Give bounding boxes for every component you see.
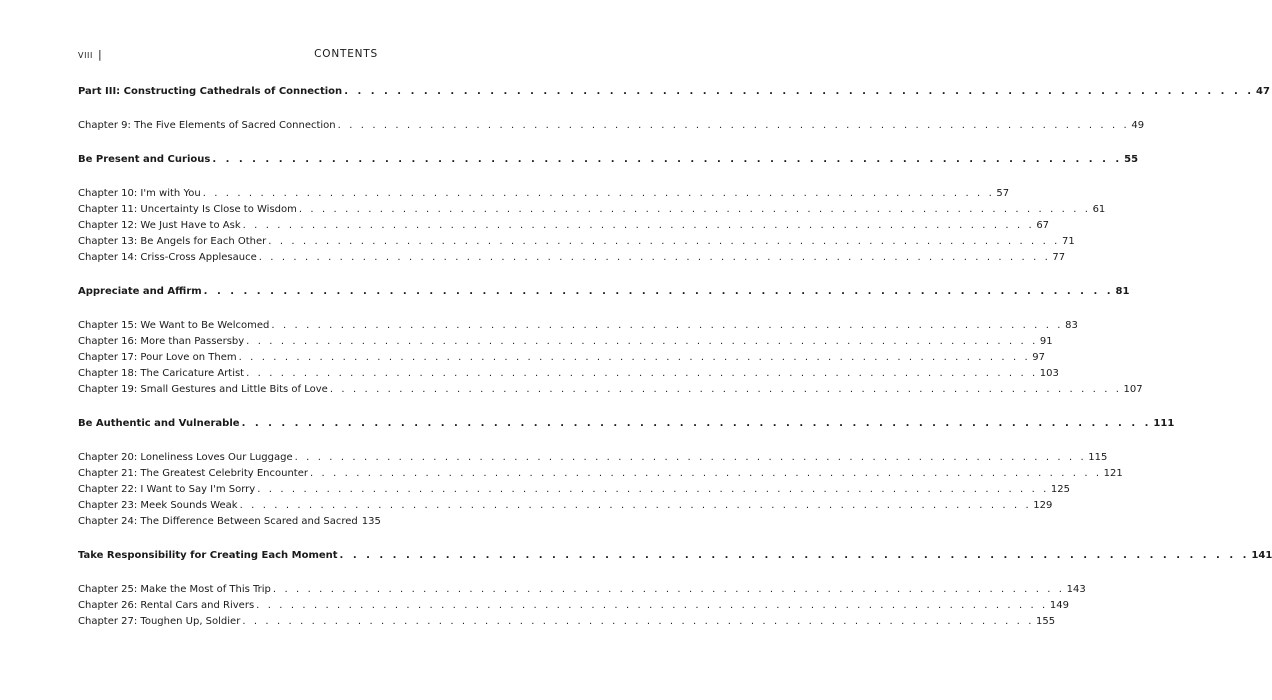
toc-chapter-page: 49 <box>1131 120 1145 131</box>
page-number <box>78 48 102 61</box>
dot-leader <box>240 498 1032 514</box>
toc-chapter-page: 129 <box>1033 500 1053 511</box>
dot-leader <box>271 318 1063 334</box>
toc-chapter-title: Chapter 24: The Difference Between Scared and Sacred <box>78 516 358 527</box>
toc-chapter-page: 135 <box>361 516 381 527</box>
dot-leader <box>344 84 1254 100</box>
toc-chapter-entry[interactable] <box>78 218 1050 234</box>
toc-chapter-entry[interactable] <box>78 234 1075 250</box>
dot-leader <box>340 548 1250 564</box>
dot-leader <box>273 582 1065 598</box>
toc-chapter-title: Chapter 14: Criss-Cross Applesauce <box>78 252 257 263</box>
dot-leader <box>257 482 1049 498</box>
dot-leader <box>239 350 1031 366</box>
toc-chapter-title: Chapter 9: The Five Elements of Sacred Connection <box>78 120 336 131</box>
toc-chapter-page: 143 <box>1066 584 1086 595</box>
toc-chapter-page: 83 <box>1065 320 1078 331</box>
toc-chapter-page: 61 <box>1092 204 1106 215</box>
page-header <box>78 48 378 68</box>
dot-leader <box>246 334 1038 350</box>
toc-chapter-entry[interactable] <box>78 350 1046 366</box>
toc-chapter-page: 107 <box>1123 384 1143 395</box>
toc-part-title: Appreciate and Affirm <box>78 286 202 297</box>
dot-leader <box>212 152 1122 168</box>
toc-part-entry[interactable] <box>78 284 1130 300</box>
toc-chapter-title: Chapter 10: I'm with You <box>78 188 201 199</box>
dot-leader <box>310 466 1102 482</box>
toc-chapter-title: Chapter 23: Meek Sounds Weak <box>78 500 238 511</box>
dot-leader <box>242 416 1152 432</box>
toc-part-title: Be Authentic and Vulnerable <box>78 418 240 429</box>
dot-leader <box>299 202 1091 218</box>
dot-leader <box>268 234 1060 250</box>
toc-part-title: Be Present and Curious <box>78 154 211 165</box>
toc-chapter-entry[interactable] <box>78 498 1053 514</box>
toc-chapter-title: Chapter 12: We Just Have to Ask <box>78 220 241 231</box>
toc-chapter-entry[interactable] <box>78 202 1106 218</box>
header-separator: | <box>97 48 103 61</box>
toc-part-entry[interactable] <box>78 416 1175 432</box>
toc-chapter-page: 91 <box>1039 336 1053 347</box>
dot-leader <box>295 450 1087 466</box>
toc-chapter-title: Chapter 17: Pour Love on Them <box>78 352 237 363</box>
dot-leader <box>259 250 1051 266</box>
toc-part-page: 81 <box>1115 286 1130 297</box>
toc-chapter-entry[interactable] <box>78 598 1069 614</box>
toc-chapter-title: Chapter 22: I Want to Say I'm Sorry <box>78 484 256 495</box>
chapter-group <box>78 318 1143 398</box>
dot-leader <box>204 284 1114 300</box>
toc-chapter-page: 67 <box>1036 220 1050 231</box>
toc-chapter-entry[interactable] <box>78 366 1059 382</box>
toc-chapter-entry[interactable] <box>78 514 381 530</box>
toc-chapter-page: 71 <box>1061 236 1075 247</box>
toc-chapter-page: 57 <box>996 188 1010 199</box>
toc-chapter-page: 155 <box>1036 616 1056 627</box>
dot-leader <box>243 218 1035 234</box>
dot-leader <box>256 598 1048 614</box>
toc-part-entry[interactable] <box>78 84 1270 100</box>
toc-chapter-entry[interactable] <box>78 482 1070 498</box>
toc-chapter-title: Chapter 18: The Caricature Artist <box>78 368 245 379</box>
toc-chapter-title: Chapter 25: Make the Most of This Trip <box>78 584 271 595</box>
toc-chapter-page: 115 <box>1088 452 1108 463</box>
toc-chapter-title: Chapter 16: More than Passersby <box>78 336 245 347</box>
toc-chapter-title: Chapter 26: Rental Cars and Rivers <box>78 600 255 611</box>
toc-part-entry[interactable] <box>78 548 1272 564</box>
toc-chapter-entry[interactable] <box>78 450 1108 466</box>
chapter-group <box>78 118 1145 134</box>
toc-chapter-title: Chapter 27: Toughen Up, Soldier <box>78 616 241 627</box>
toc-part-page: 47 <box>1256 86 1270 97</box>
toc-part-title: Take Responsibility for Creating Each Moment <box>78 550 338 561</box>
chapter-group <box>78 450 1123 530</box>
page-number-text: viii <box>78 48 93 61</box>
toc-chapter-page: 77 <box>1052 252 1066 263</box>
toc-chapter-title: Chapter 20: Loneliness Loves Our Luggage <box>78 452 293 463</box>
toc-chapter-entry[interactable] <box>78 466 1123 482</box>
toc-chapter-page: 103 <box>1039 368 1059 379</box>
dot-leader <box>338 118 1130 134</box>
running-head: CONTENTS <box>314 48 378 60</box>
toc-chapter-entry[interactable] <box>78 382 1143 398</box>
chapter-group <box>78 582 1086 630</box>
toc-chapter-title: Chapter 11: Uncertainty Is Close to Wisdom <box>78 204 297 215</box>
toc-chapter-entry[interactable] <box>78 318 1078 334</box>
toc-chapter-page: 125 <box>1050 484 1070 495</box>
dot-leader <box>203 186 995 202</box>
dot-leader <box>242 614 1034 630</box>
table-of-contents <box>78 84 1272 630</box>
toc-part-page: 111 <box>1153 418 1175 429</box>
toc-chapter-title: Chapter 15: We Want to Be Welcomed <box>78 320 270 331</box>
toc-chapter-title: Chapter 19: Small Gestures and Little Bits of Love <box>78 384 328 395</box>
toc-part-page: 141 <box>1251 550 1272 561</box>
toc-chapter-entry[interactable] <box>78 334 1053 350</box>
toc-chapter-entry[interactable] <box>78 250 1066 266</box>
toc-part-entry[interactable] <box>78 152 1139 168</box>
dot-leader <box>246 366 1038 382</box>
toc-chapter-page: 149 <box>1049 600 1069 611</box>
toc-chapter-entry[interactable] <box>78 614 1056 630</box>
toc-chapter-title: Chapter 21: The Greatest Celebrity Encounter <box>78 468 308 479</box>
chapter-group <box>78 186 1106 266</box>
toc-chapter-entry[interactable] <box>78 186 1010 202</box>
toc-chapter-entry[interactable] <box>78 582 1086 598</box>
toc-chapter-page: 97 <box>1032 352 1046 363</box>
toc-chapter-entry[interactable] <box>78 118 1145 134</box>
toc-part-page: 55 <box>1124 154 1139 165</box>
toc-part-title: Part III: Constructing Cathedrals of Connection <box>78 86 343 97</box>
toc-chapter-page: 121 <box>1103 468 1123 479</box>
dot-leader <box>330 382 1122 398</box>
toc-chapter-title: Chapter 13: Be Angels for Each Other <box>78 236 267 247</box>
